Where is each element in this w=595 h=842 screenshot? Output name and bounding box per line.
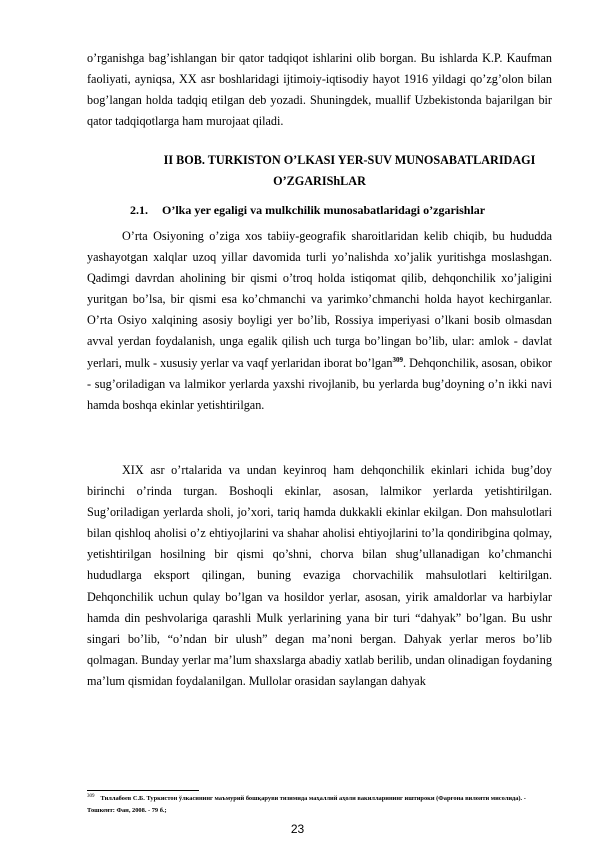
paragraph-1-text: O’rta Osiyoning o’ziga xos tabiiy-geografik sharoitlaridan kelib chiqib, bu hududda yashayotgan xalqlar uzoq yillar davomida turli yo’nalishda xo’jalik yuritishga moslashgan. Qadimgi davrdan aholining bir qismi o’troq holda istiqomat qilib, dehqonchilik xo’jaligini yuritgan bo’lsa, bir qismi esa ko’chmanchi va yarimko’chmanchi holda hayot kechirganlar. O’rta Osiyo xalqining asosiy boyligi yer bo’lib, Rossiya imperiyasi o’lkani bosib olmasdan avval yerdan foydalanish, unga egalik qilish uch turga bo’lingan bo’lib, ular: amlok - davlat yerlari, mulk - xususiy yerlar va vaqf yerlaridan iborat bo’lgan	[87, 229, 552, 370]
section-heading	[130, 200, 550, 221]
paragraph-2	[87, 460, 552, 692]
chapter-heading-line2: O’ZGARIShLAR	[273, 174, 366, 188]
chapter-heading	[87, 150, 552, 192]
footnote-number: 309	[87, 793, 95, 799]
section-number: 2.1.	[130, 203, 148, 217]
footnote-text: Тиллабоев С.Б. Туркистон ўлкасининг маъмурий бошқаруви тизимида маҳаллий аҳоли вакилларининг иштироки (Фарғона вилояти мисолида). - Тошкент: Фан, 2008. - 79 б.;	[87, 795, 526, 814]
intro-paragraph-text: o’rganishga bag’ishlangan bir qator tadqiqot ishlarini olib borgan. Bu ishlarda K.P. Kaufman faoliyati, ayniqsa, XX asr boshlaridagi ijtimoiy-iqtisodiy hayot 1916 yildagi qo’zg’olon bilan bog’langan holda tadqiq etilgan deb yozadi. Shuningdek, muallif Uzbekistonda bajarilgan bir qator tadqiqotlarga ham murojaat qiladi.	[87, 51, 552, 129]
chapter-heading-line1: II BOB. TURKISTON O’LKASI YER-SUV MUNOSABATLARIDAGI	[163, 153, 536, 167]
intro-paragraph	[87, 48, 552, 132]
paragraph-1-text-continued: . Dehqonchilik, asosan, obikor - sug’oriladigan va lalmikor yerlarda yaxshi rivojlanib, bu yerlarda bug’doyning o’n ikki navi hamda boshqa ekinlar yetishtirilgan.	[87, 355, 552, 412]
footnote	[87, 793, 552, 817]
paragraph-1	[87, 226, 552, 416]
paragraph-2-text: XIX asr o’rtalarida va undan keyinroq ham dehqonchilik ekinlari ichida bug’doy birinchi o’rinda turgan. Boshoqli ekinlar, asosan, lalmikor yerlarda yetishtirilgan. Sug’oriladigan yerlarda sholi, jo’xori, tariq hamda dukkakli ekinlar ekilgan. Don mahsulotlari bilan qishloq aholisi o’z ehtiyojlarini va shahar aholisi ehtiyojlarini to’la qondiribgina qolmay, yetishtirilgan hosilning bir qismi qo’shni, chorva bilan shug’ullanadigan ko’chmanchi hududlarga eksport qilingan, buning evaziga chorvachilik mahsulotlari keltirilgan. Dehqonchilik uchun qulay bo’lgan va hosildor yerlar, asosan, yirik amaldorlar va harbiylar hamda din peshvolariga qarashli Mulk yerlarining yana bir turi “dahyak” bo’lgan. Bu ushr singari bo’lib, “o’ndan bir ulush” degan ma’noni bergan. Dahyak yerlar meros bo’lib qolmagan. Bunday yerlar ma’lum shaxslarga abadiy xatlab berilib, undan olinadigan foydaning ma’lum qismidan foydalanilgan. Mullolar orasidan saylangan dahyak	[87, 463, 552, 688]
footnote-reference[interactable]: 309	[392, 355, 403, 364]
footnote-divider	[87, 790, 199, 791]
section-title: O’lka yer egaligi va mulkchilik munosabatlaridagi o’zgarishlar	[162, 203, 486, 217]
page-number: 23	[290, 822, 305, 836]
